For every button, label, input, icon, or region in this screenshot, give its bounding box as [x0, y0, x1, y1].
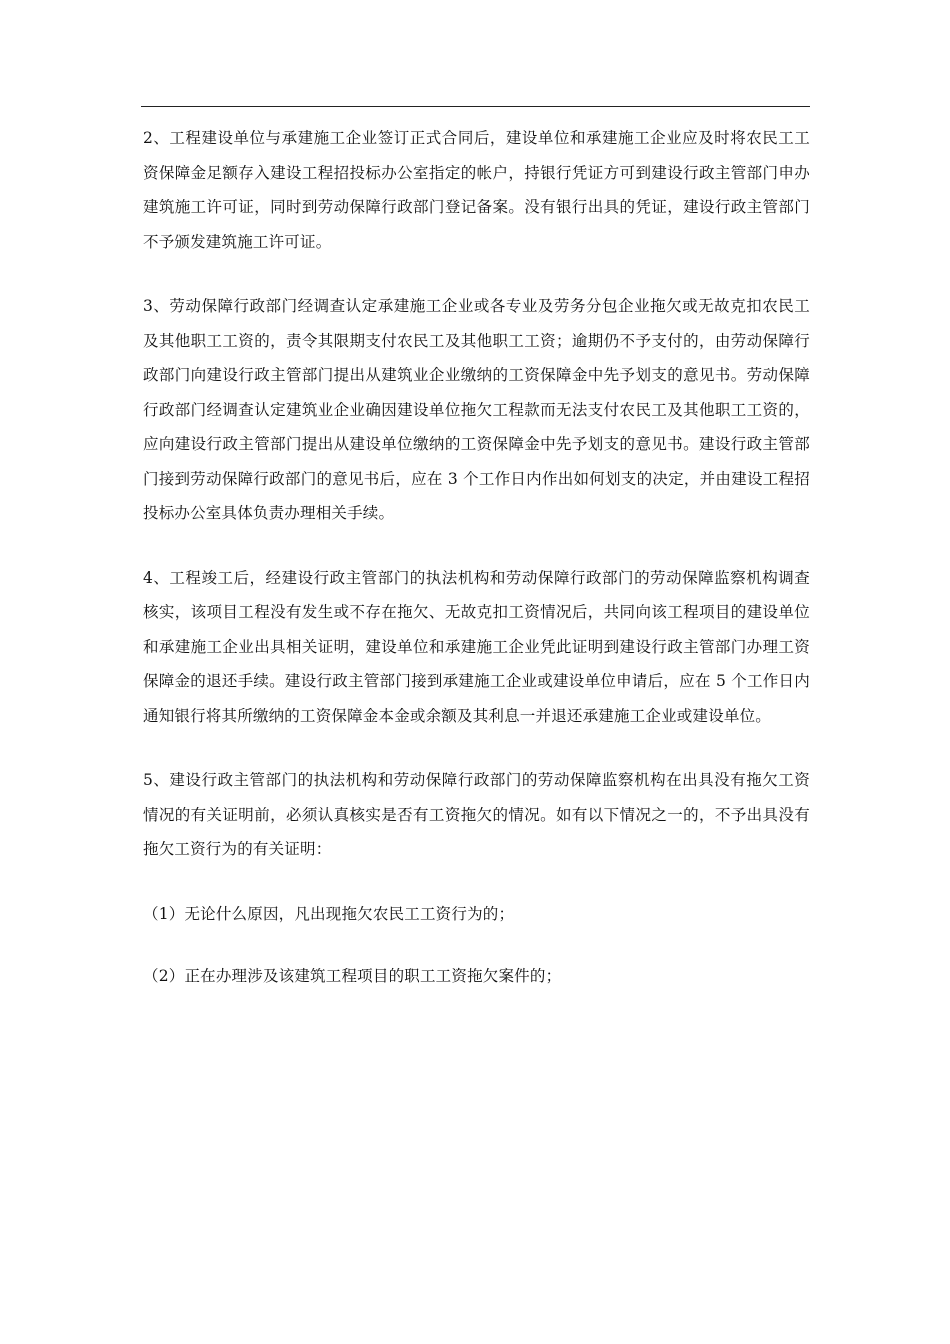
header-divider — [141, 106, 810, 107]
paragraph-clause-5: 5、建设行政主管部门的执法机构和劳动保障行政部门的劳动保障监察机构在出具没有拖欠工资情况的有关证明前，必须认真核实是否有工资拖欠的情况。如有以下情况之一的，不予出具没有拖欠工资行为的有关证明： — [143, 771, 810, 858]
document-body — [143, 121, 810, 1022]
list-item-condition-2: （2）正在办理涉及该建筑工程项目的职工工资拖欠案件的； — [143, 967, 562, 985]
paragraph-clause-4: 4、工程竣工后，经建设行政主管部门的执法机构和劳动保障行政部门的劳动保障监察机构调查核实，该项目工程没有发生或不存在拖欠、无故克扣工资情况后，共同向该工程项目的建设单位和承建施工企业出具相关证明，建设单位和承建施工企业凭此证明到建设行政主管部门办理工资保障金的退还手续。建设行政主管部门接到承建施工企业或建设单位申请后，应在 5 个工作日内通知银行将其所缴纳的工资保障金本金或余额及其利息一并退还承建施工企业或建设单位。 — [143, 568, 810, 725]
paragraph-clause-3: 3、劳动保障行政部门经调查认定承建施工企业或各专业及劳务分包企业拖欠或无故克扣农民工及其他职工工资的，责令其限期支付农民工及其他职工工资；逾期仍不予支付的，由劳动保障行政部门向建设行政主管部门提出从建筑业企业缴纳的工资保障金中先予划支的意见书。劳动保障行政部门经调查认定建筑业企业确因建设单位拖欠工程款而无法支付农民工及其他职工工资的，应向建设行政主管部门提出从建设单位缴纳的工资保障金中先予划支的意见书。建设行政主管部门接到劳动保障行政部门的意见书后，应在 3 个工作日内作出如何划支的决定，并由建设工程招投标办公室具体负责办理相关手续。 — [143, 297, 810, 522]
list-item-condition-1: （1）无论什么原因，凡出现拖欠农民工工资行为的； — [143, 904, 515, 923]
paragraph-clause-2: 2、工程建设单位与承建施工企业签订正式合同后，建设单位和承建施工企业应及时将农民工工资保障金足额存入建设工程招投标办公室指定的帐户，持银行凭证方可到建设行政主管部门申办建筑施工许可证，同时到劳动保障行政部门登记备案。没有银行出具的凭证，建设行政主管部门不予颁发建筑施工许可证。 — [143, 129, 810, 251]
